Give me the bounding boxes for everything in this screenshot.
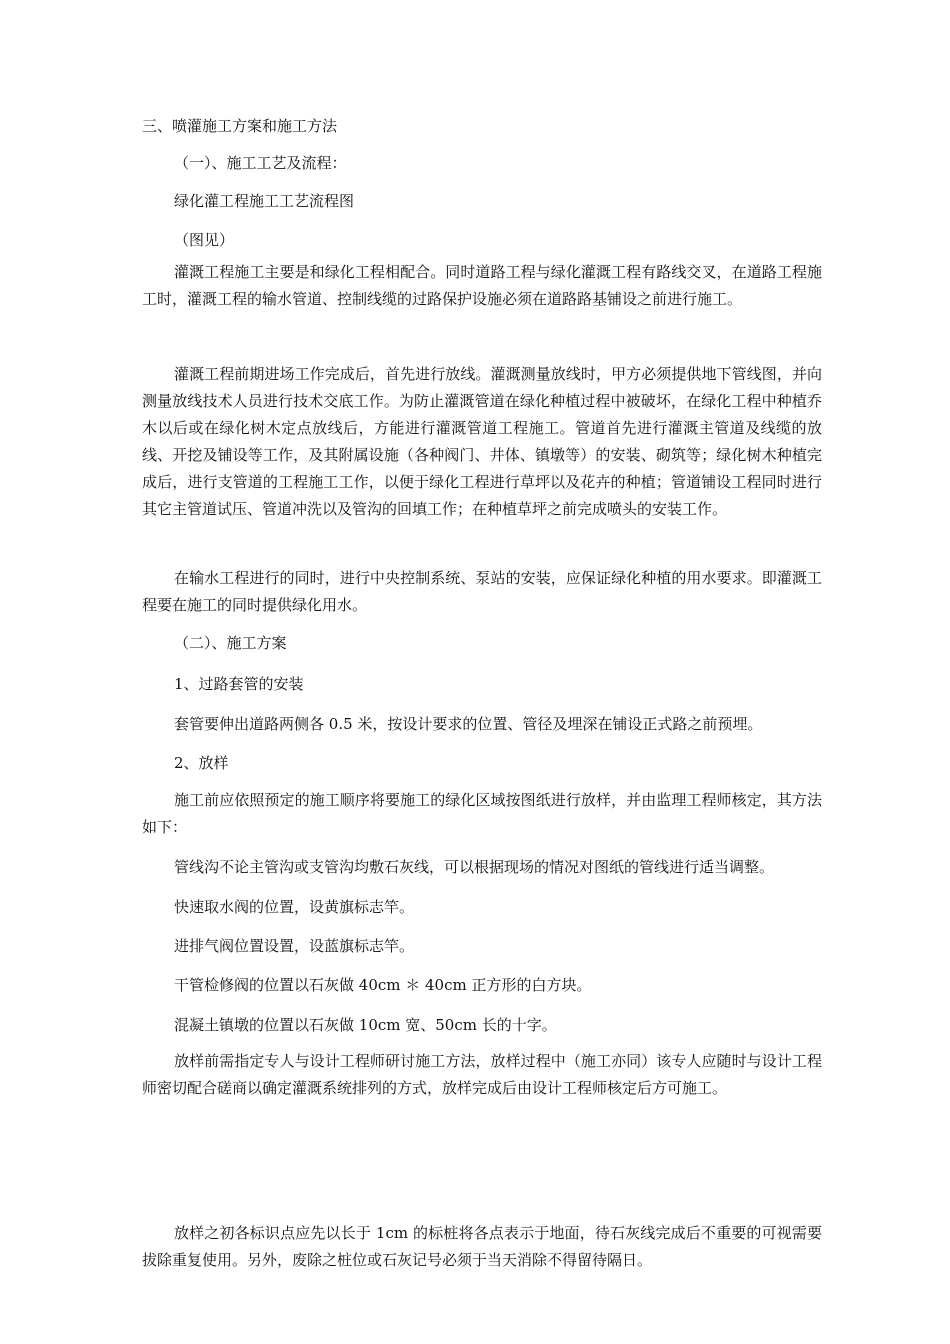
- item-2-heading: 2、放样: [174, 754, 229, 772]
- list-item-3: 进排气阀位置设置，设蓝旗标志竿。: [174, 937, 415, 955]
- item-1-text: 套管要伸出道路两侧各 0.5 米，按设计要求的位置、管径及埋深在铺设正式路之前预埋。: [174, 715, 763, 733]
- paragraph-2: 灌溉工程前期进场工作完成后，首先进行放线。灌溉测量放线时，甲方必须提供地下管线图，并向测量放线技术人员进行技术交底工作。为防止灌溉管道在绿化种植过程中被破坏，在绿化工程中种植乔木以后或在绿化树木定点放线后，方能进行灌溉管道工程施工。管道首先进行灌溉主管道及线缆的放线、开挖及铺设等工作，及其附属设施（各种阀门、井体、镇墩等）的安装、砌筑等；绿化树木种植完成后，进行支管道的工程施工工作，以便于绿化工程进行草坪以及花卉的种植；管道铺设工程同时进行其它主管道试压、管道冲洗以及管沟的回填工作；在种植草坪之前完成喷头的安装工作。: [142, 365, 822, 518]
- item-1-heading: 1、过路套管的安装: [174, 675, 304, 693]
- paragraph-6: 放样之初各标识点应先以长于 1cm 的标桩将各点表示于地面，待石灰线完成后不重要的可视需要拔除重复使用。另外，废除之桩位或石灰记号必须于当天消除不得留待隔日。: [142, 1224, 822, 1269]
- paragraph-1: 灌溉工程施工主要是和绿化工程相配合。同时道路工程与绿化灌溉工程有路线交叉，在道路工程施工时，灌溉工程的输水管道、控制线缆的过路保护设施必须在道路路基铺设之前进行施工。: [142, 263, 822, 308]
- list-item-2: 快速取水阀的位置，设黄旗标志竿。: [174, 898, 415, 916]
- list-item-4: 干管检修阀的位置以石灰做 40cm ＊ 40cm 正方形的白方块。: [174, 976, 592, 994]
- section-title: 三、喷灌施工方案和施工方法: [142, 117, 338, 135]
- list-item-1: 管线沟不论主管沟或支管沟均敷石灰线，可以根据现场的情况对图纸的管线进行适当调整。: [174, 858, 775, 876]
- figure-note: （图见）: [174, 231, 235, 249]
- paragraph-3: 在输水工程进行的同时，进行中央控制系统、泵站的安装，应保证绿化种植的用水要求。即灌溉工程要在施工的同时提供绿化用水。: [142, 569, 822, 614]
- list-item-5: 混凝土镇墩的位置以石灰做 10cm 宽、50cm 长的十字。: [174, 1016, 557, 1034]
- flow-caption: 绿化灌工程施工工艺流程图: [174, 192, 355, 210]
- subsection-heading-1: （一）、施工工艺及流程：: [174, 154, 347, 172]
- paragraph-5: 放样前需指定专人与设计工程师研讨施工方法，放样过程中（施工亦同）该专人应随时与设计工程师密切配合磋商以确定灌溉系统排列的方式，放样完成后由设计工程师核定后方可施工。: [142, 1052, 822, 1097]
- paragraph-4: 施工前应依照预定的施工顺序将要施工的绿化区域按图纸进行放样，并由监理工程师核定，其方法如下：: [142, 791, 822, 836]
- subsection-heading-2: （二）、施工方案: [174, 634, 287, 652]
